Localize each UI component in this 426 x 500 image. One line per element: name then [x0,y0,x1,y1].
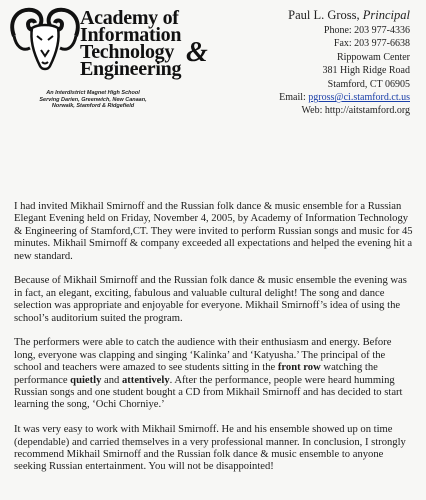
school-name-line3: Technology [80,41,175,63]
paragraph-3-part-a: The performers were able to catch the audience with their enthusiasm and energy. Before long, everyone was clapping and singing ‘Kalinka’ and ‘Katyusha.’ The principal of the school and teachers were amazed to see students sitting in the [14,337,392,374]
email-link[interactable]: pgross@ci.stamford.ct.us [308,92,410,104]
school-name-ampersand: & [186,37,208,68]
ram-logo-icon [8,6,82,74]
phone: Phone: 203 977-4336 [323,25,410,36]
school-name-line4: Engineering [80,58,182,80]
fax: Fax: 203 977-6638 [333,38,410,50]
school-name-line1: Academy of [80,7,179,29]
paragraph-3-part-b: watching the performance [14,362,378,386]
email-line [240,91,410,104]
city-state-zip: Stamford, CT 06905 [327,78,410,90]
paragraph-3 [14,337,414,411]
emphasis-attentively: attentively [121,374,170,386]
school-name-line2: Information [80,24,182,46]
letter-body [14,201,414,486]
school-subtitle-line2: Serving Darien, Greenwich, New Canaan, [39,96,147,103]
school-subtitle [18,90,168,110]
contact-block [240,8,410,118]
school-subtitle-line1: An Interdistrict Magnet High School [46,90,140,96]
email-label: Email: [279,92,306,104]
principal-name-text: Paul L. Gross, [288,8,360,22]
web-link[interactable]: http://aitstamford.org [324,105,410,117]
school-name [80,7,208,80]
principal-name [240,8,410,23]
emphasis-quietly: quietly [70,374,102,386]
paragraph-2: Because of Mikhail Smirnoff and the Russian folk dance & music ensemble the evening was in fact, an elegant, exciting, fabulous and valuable cultural delight! The song and dance selection was appropriate and enjoyable for everyone. Mikhail Smirnoff’s idea of using the school’s auditorium suited the program. [14,275,407,324]
school-subtitle-line3: Norwalk, Stamford & Ridgefield [51,103,135,109]
web-line [240,104,410,117]
paragraph-4: It was very easy to work with Mikhail Smirnoff. He and his ensemble showed up on time (dependable) and carried themselves in a very professional manner. In conclusion, I strongly recommend Mikhail Smirnoff and the Russian folk dance & music ensemble to anyone seeking Russian entertainment. You will not be disappointed! [14,424,406,473]
web-label: Web: [301,105,323,117]
emphasis-front-row: front row [277,362,321,374]
paragraph-3-part-d: . After the performance, people were heard humming Russian songs and one student bought a CD from Mikhail Smirnoff and has decided to start learning the song, ‘Ochi Chorniye.’ [14,374,403,411]
paragraph-3-part-c: and [101,374,122,386]
paragraph-1: I had invited Mikhail Smirnoff and the Russian folk dance & music ensemble for a Russian Elegant Evening held on Friday, November 4, 2005, by Academy of Information Technology & Engineering of Stamford,CT. They were invited to perform Russian songs and music for 45 minutes. Mikhail Smirnoff & company exceeded all expectations and helped the evening hit a new standard. [14,201,413,262]
principal-title: Principal [362,8,410,22]
building: Rippowam Center [336,51,410,63]
street-address: 381 High Ridge Road [322,65,410,77]
school-logo [4,2,208,122]
